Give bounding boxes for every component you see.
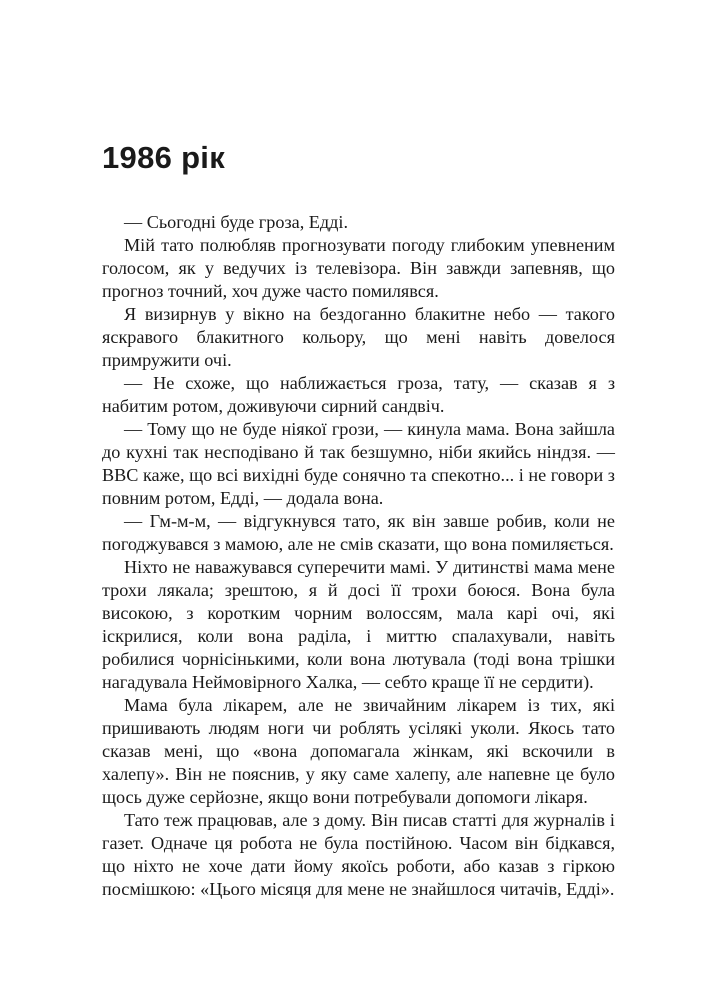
paragraph: — Тому що не буде ніякої грози, — кинула мама. Вона зайшла до кухні так несподівано й так безшумно, ніби якийсь ніндзя. — BBC каже, що всі вихідні буде сонячно та спекотно... і не говори з повним ротом, Едді, — додала вона. bbox=[102, 419, 615, 508]
paragraph: Ніхто не наважувався суперечити мамі. У дитинстві мама мене трохи лякала; зрештою, я й досі її трохи боюся. Вона була високою, з коротким чорним волоссям, мала карі очі, які іскрилися, коли вона раділа, і миттю спалахували, навіть робилися чорнісінькими, коли вона лютувала (тоді вона трішки нагадувала Неймовірного Халка, — себто краще її не сердити). bbox=[102, 557, 615, 692]
paragraph: — Сьогодні буде гроза, Едді. bbox=[124, 212, 349, 232]
chapter-title: 1986 рік bbox=[102, 140, 226, 175]
paragraph: — Гм-м-м, — відгукнувся тато, як він завше робив, коли не погоджувався з мамою, але не смів сказати, що вона помиляється. bbox=[102, 511, 615, 554]
paragraph: Я визирнув у вікно на бездоганно блакитне небо — такого яскравого блакитного кольору, що мені навіть довелося примружити очі. bbox=[102, 304, 615, 370]
paragraph: Мама була лікарем, але не звичайним лікарем із тих, які пришивають людям ноги чи роблять усілякі уколи. Якось тато сказав мені, що «вона допомагала жінкам, які вскочили в халепу». Він не пояснив, у яку саме халепу, але напевне це було щось дуже серйозне, якщо вони потребували допомоги лікаря. bbox=[102, 695, 615, 807]
paragraph: — Не схоже, що наближається гроза, тату, — сказав я з набитим ротом, доживуючи сирний сандвіч. bbox=[102, 373, 615, 416]
chapter-body bbox=[102, 211, 615, 901]
paragraph: Тато теж працював, але з дому. Він писав статті для журналів і газет. Одначе ця робота не була постійною. Часом він бідкався, що ніхто не хоче дати йому якоїсь роботи, або казав з гіркою посмішкою: «Цього місяця для мене не знайшлося читачів, Едді». bbox=[102, 810, 615, 899]
paragraph: Мій тато полюбляв прогнозувати погоду глибоким упевненим голосом, як у ведучих із телевізора. Він завжди запевняв, що прогноз точний, хоч дуже часто помилявся. bbox=[102, 235, 615, 301]
